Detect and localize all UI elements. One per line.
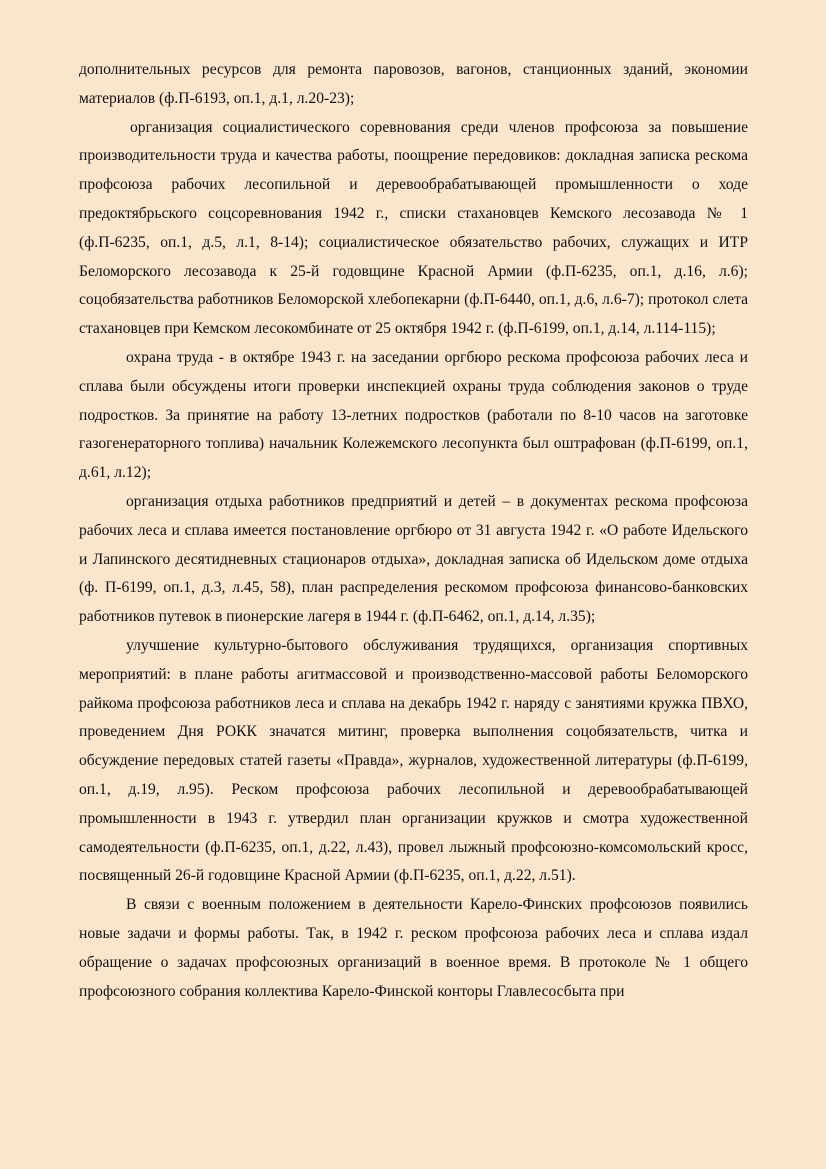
paragraph-wartime-tasks: В связи с военным положением в деятельности Карело-Финских профсоюзов появились новые задачи и формы работы. Так, в 1942 г. реском профсоюза рабочих леса и сплава издал обращение о задачах профсоюзных организаций в военное время. В протоколе № 1 общего профсоюзного собрания коллектива Карело-Финской конторы Главлесосбыта при	[79, 896, 748, 1000]
paragraph-resources-continuation: дополнительных ресурсов для ремонта паровозов, вагонов, станционных зданий, экономии материалов (ф.П-6193, оп.1, д.1, л.20-23);	[79, 61, 748, 107]
paragraph-recreation: организация отдыха работников предприятий и детей – в документах рескома профсоюза рабочих леса и сплава имеется постановление оргбюро от 31 августа 1942 г. «О работе Идельского и Лапинского десятидневных стационаров отдыха», докладная записка об Идельском доме отдыха (ф. П-6199, оп.1, д.3, л.45, 58), план распределения рескомом профсоюза финансово-банковских работников путевок в пионерские лагеря в 1944 г. (ф.П-6462, оп.1, д.14, л.35);	[79, 492, 748, 626]
paragraph-socialist-competition: организация социалистического соревнования среди членов профсоюза за повышение производительности труда и качества работы, поощрение передовиков: докладная записка рескома профсоюза рабочих лесопильной и деревообрабатывающей промышленности о ходе предоктябрьского соцсоревнования 1942 г., списки стахановцев Кемского лесозавода № 1 (ф.П-6235, оп.1, д.5, л.1, 8-14); социалистическое обязательство рабочих, служащих и ИТР Беломорского лесозавода к 25-й годовщине Красной Армии (ф.П-6235, оп.1, д.16, л.6); соцобязательства работников Беломорской хлебопекарни (ф.П-6440, оп.1, д.6, л.6-7); протокол слета стахановцев при Кемском лесокомбинате от 25 октября 1942 г. (ф.П-6199, оп.1, д.14, л.114-115);	[79, 118, 748, 338]
document-page	[79, 56, 748, 1006]
paragraph-cultural-services: улучшение культурно-бытового обслуживания трудящихся, организация спортивных мероприятий: в плане работы агитмассовой и производственно-массовой работы Беломорского райкома профсоюза работников леса и сплава на декабрь 1942 г. наряду с занятиями кружка ПВХО, проведением Дня РОКК значатся митинг, проверка выполнения соцобязательств, читка и обсуждение передовых статей газеты «Правда», журналов, художественной литературы (ф.П-6199, оп.1, д.19, л.95). Реском профсоюза рабочих лесопильной и деревообрабатывающей промышленности в 1943 г. утвердил план организации кружков и смотра художественной самодеятельности (ф.П-6235, оп.1, д.22, л.43), провел лыжный профсоюзно-комсомольский кросс, посвященный 26-й годовщине Красной Армии (ф.П-6235, оп.1, д.22, л.51).	[79, 636, 748, 885]
paragraph-labor-protection: охрана труда - в октябре 1943 г. на заседании оргбюро рескома профсоюза рабочих леса и сплава были обсуждены итоги проверки инспекцией охраны труда соблюдения законов о труде подростков. За принятие на работу 13-летних подростков (работали по 8-10 часов на заготовке газогенераторного топлива) начальник Колежемского лесопункта был оштрафован (ф.П-6199, оп.1, д.61, л.12);	[79, 348, 748, 482]
